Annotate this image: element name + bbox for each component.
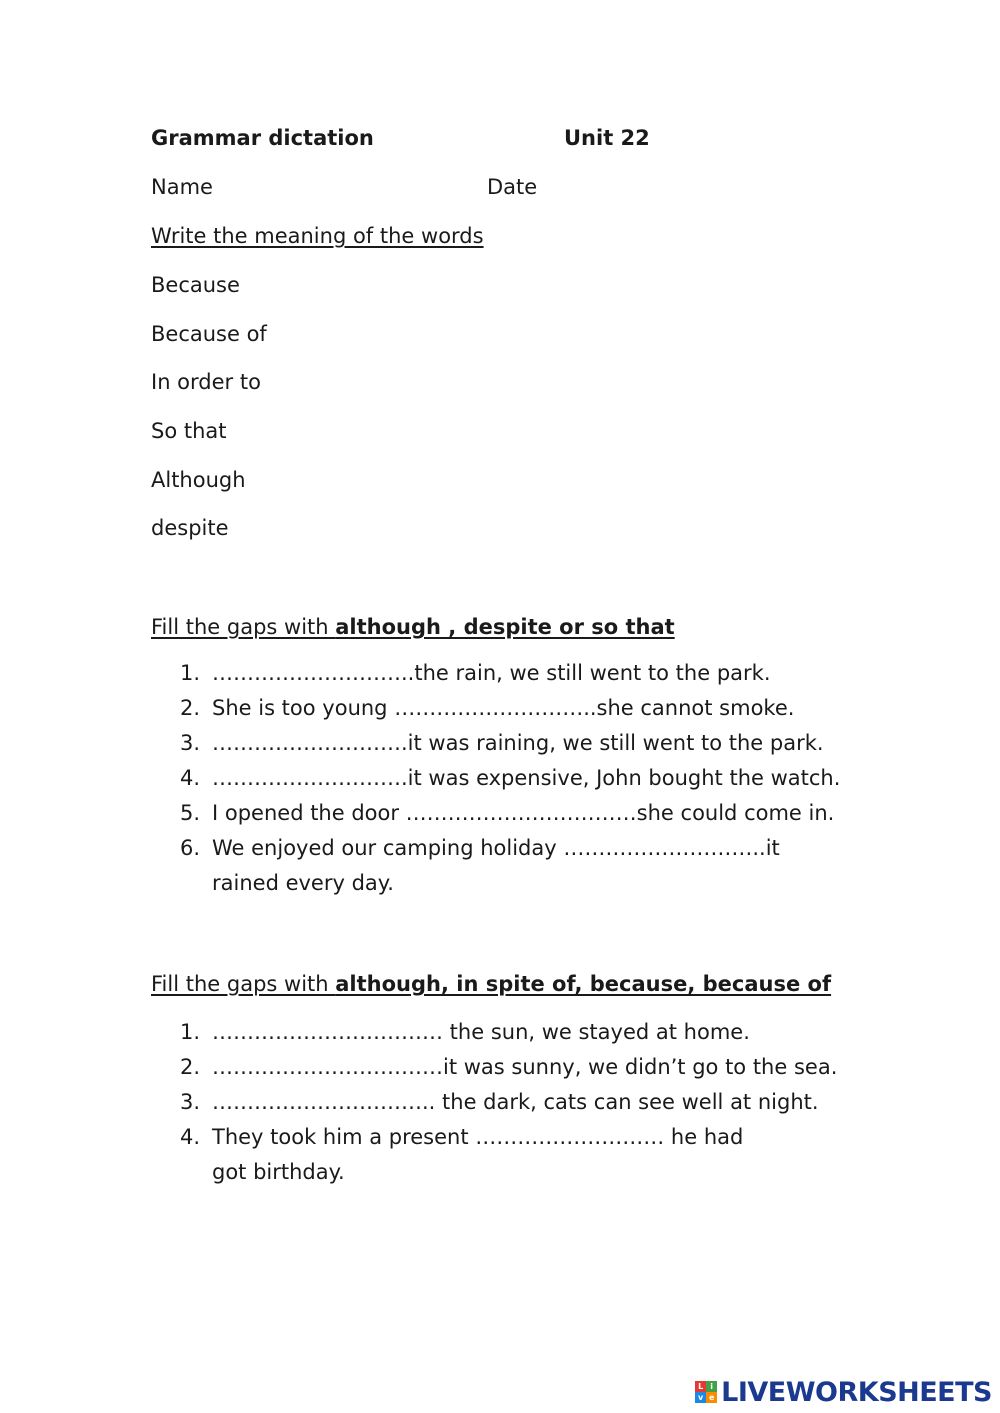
name-label: Name	[151, 175, 213, 199]
unit-label: Unit 22	[564, 126, 650, 150]
list-item	[180, 1015, 840, 1050]
list-item	[180, 726, 840, 761]
item-text: ……………………….it was expensive, John bought the watch.	[212, 766, 841, 790]
item-number: 1.	[180, 1020, 201, 1044]
word-item: Although	[151, 468, 246, 492]
word-item: So that	[151, 419, 227, 443]
logo-text: LIVEWORKSHEETS	[721, 1376, 992, 1408]
list-item	[180, 761, 840, 796]
heading-keywords: although, in spite of, because, because of	[335, 972, 832, 996]
item-text: I opened the door ……………………………she could come in.	[212, 801, 835, 825]
item-text: We enjoyed our camping holiday ………………………..it rained every day.	[212, 836, 780, 895]
item-number: 2.	[180, 1055, 201, 1079]
item-text: She is too young ………………………..she cannot smoke.	[212, 696, 795, 720]
exercise-list-1	[180, 656, 840, 901]
logo-letter: i	[706, 1381, 717, 1392]
list-item	[180, 1050, 840, 1085]
word-item: In order to	[151, 370, 261, 394]
list-item	[180, 1120, 772, 1190]
logo-letter: e	[706, 1392, 717, 1403]
date-label: Date	[487, 175, 538, 199]
item-number: 2.	[180, 696, 201, 720]
list-item	[180, 1085, 840, 1120]
item-text: …………………………… the sun, we stayed at home.	[212, 1020, 750, 1044]
section-heading-gaps-1	[151, 615, 675, 639]
word-item: Because	[151, 273, 240, 297]
item-number: 3.	[180, 1090, 201, 1114]
logo-letter: v	[695, 1392, 706, 1403]
item-number: 3.	[180, 731, 201, 755]
liveworksheets-logo[interactable]	[695, 1378, 992, 1406]
item-text: ………………………….. the dark, cats can see well at night.	[212, 1090, 819, 1114]
item-number: 4.	[180, 766, 201, 790]
list-item	[180, 691, 840, 726]
heading-keywords: although , despite or so that	[335, 615, 675, 639]
item-number: 1.	[180, 661, 201, 685]
heading-prefix: Fill the gaps with	[151, 615, 336, 639]
section-heading-meanings: Write the meaning of the words	[151, 224, 484, 248]
item-number: 4.	[180, 1125, 201, 1149]
word-item: despite	[151, 516, 229, 540]
document-title: Grammar dictation	[151, 126, 374, 150]
exercise-list-2	[180, 1015, 840, 1190]
list-item	[180, 656, 840, 691]
item-text: ……………………………it was sunny, we didn’t go to the sea.	[212, 1055, 838, 1079]
list-item	[180, 796, 840, 831]
item-text: They took him a present ……………………… he had got birthday.	[212, 1125, 744, 1184]
item-number: 6.	[180, 836, 201, 860]
word-item: Because of	[151, 322, 267, 346]
logo-letter: L	[695, 1381, 706, 1392]
item-text: ……………………….it was raining, we still went to the park.	[212, 731, 824, 755]
heading-prefix: Fill the gaps with	[151, 972, 336, 996]
item-text: ………………………..the rain, we still went to the park.	[212, 661, 771, 685]
list-item	[180, 831, 812, 901]
item-number: 5.	[180, 801, 201, 825]
logo-mark-icon	[695, 1381, 717, 1403]
section-heading-gaps-2	[151, 972, 831, 996]
